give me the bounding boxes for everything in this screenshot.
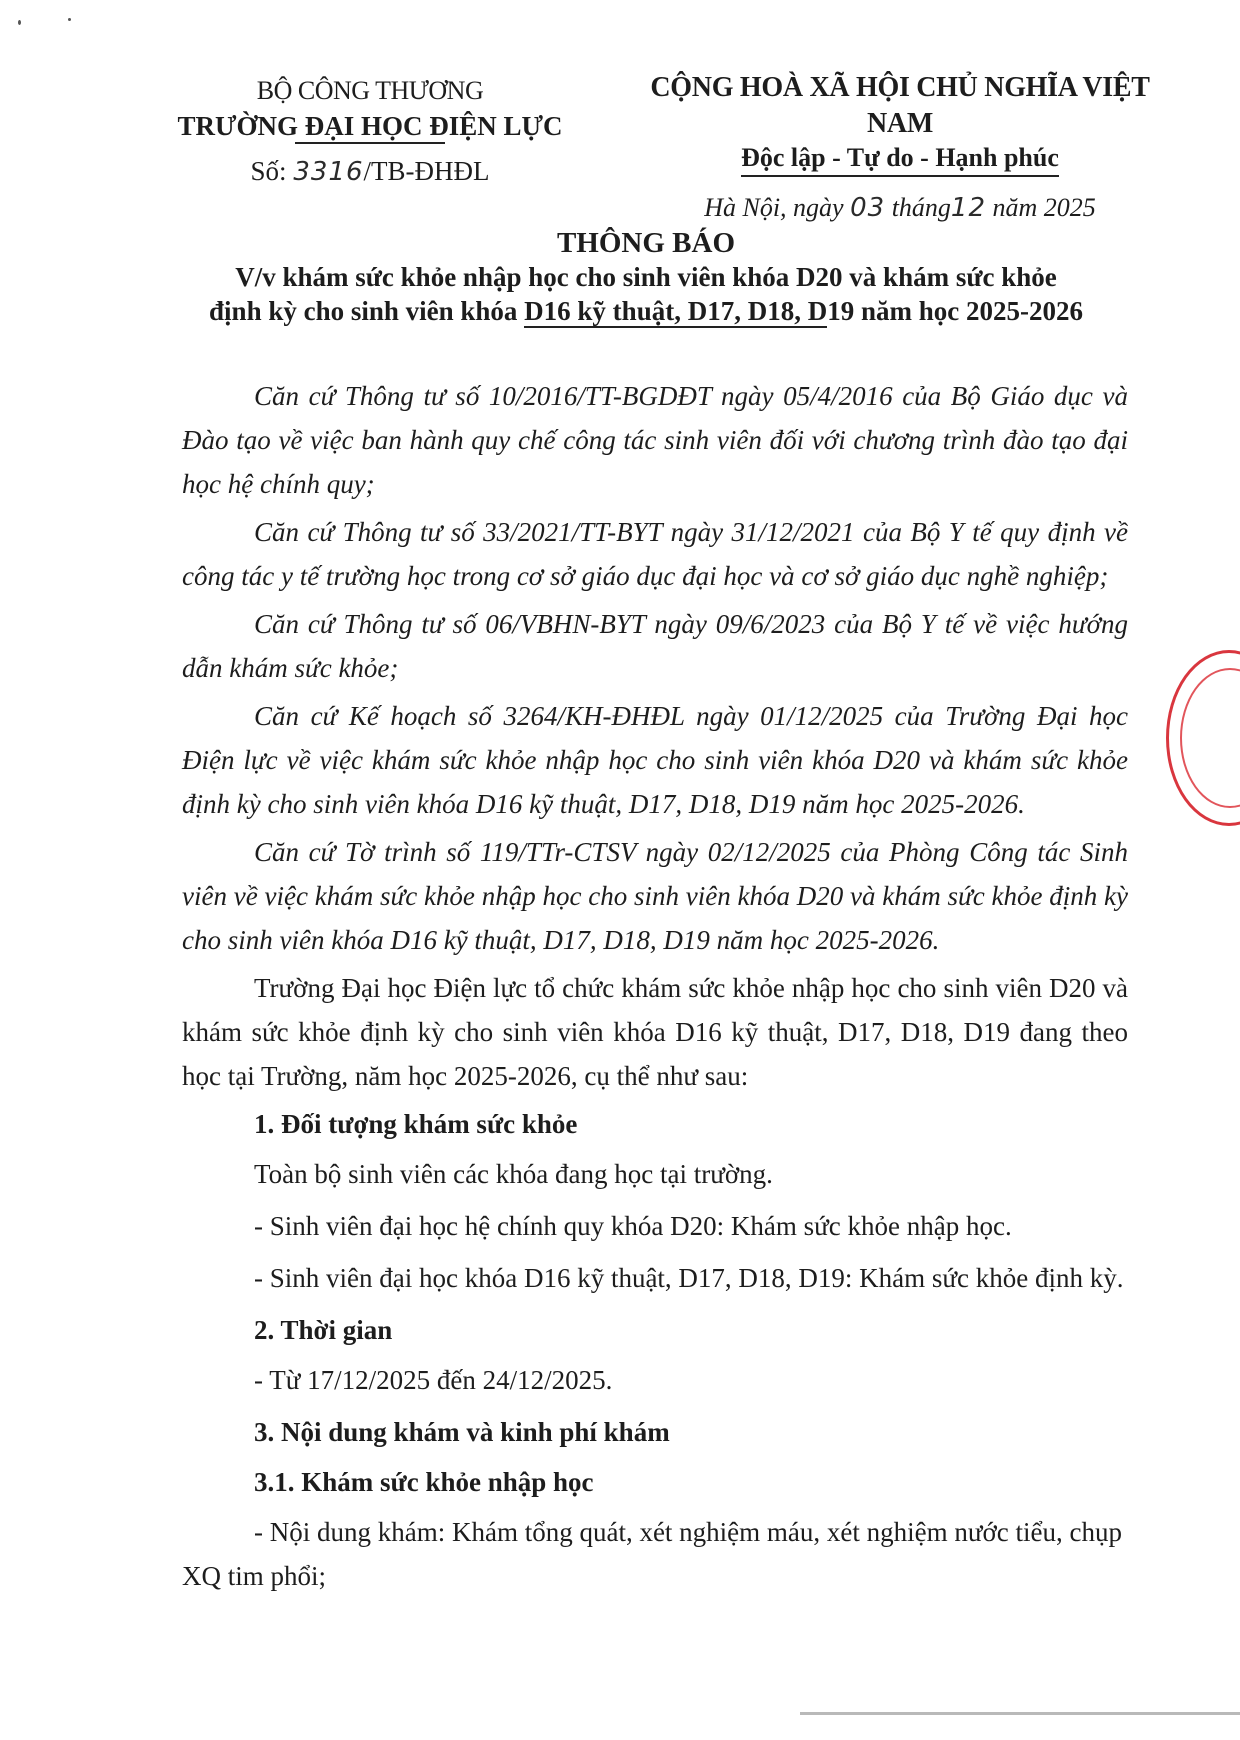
document-title: THÔNG BÁO bbox=[556, 227, 736, 259]
document-subject-line-1: V/v khám sức khỏe nhập học cho sinh viên khóa D20 và khám sức khỏe bbox=[235, 262, 1057, 292]
section-2-heading: 2. Thời gian bbox=[254, 1315, 393, 1345]
date-month-handwritten: 12 bbox=[950, 193, 987, 223]
issuer-block bbox=[160, 74, 580, 189]
document-number bbox=[160, 154, 580, 189]
section-1-heading: 1. Đối tượng khám sức khỏe bbox=[254, 1109, 578, 1139]
date-line bbox=[615, 191, 1185, 225]
legal-basis-2: Căn cứ Thông tư số 33/2021/TT-BYT ngày 31/12/2021 của Bộ Y tế quy định về công tác y tế trường học trong cơ sở giáo dục đại học và cơ sở giáo dục nghề nghiệp; bbox=[182, 517, 1128, 591]
doc-number-handwritten: 3316 bbox=[293, 157, 364, 187]
school-name: TRƯỜNG ĐẠI HỌC ĐIỆN LỰC bbox=[177, 111, 563, 141]
national-header bbox=[615, 70, 1185, 225]
legal-basis-5: Căn cứ Tờ trình số 119/TTr-CTSV ngày 02/12/2025 của Phòng Công tác Sinh viên về việc khám sức khỏe nhập học cho sinh viên khóa D20 và khám sức khỏe định kỳ cho sinh viên khóa D16 kỹ thuật, D17, D18, D19 năm học 2025-2026. bbox=[182, 837, 1128, 955]
section-3-heading: 3. Nội dung khám và kinh phí khám bbox=[254, 1417, 670, 1447]
date-year: năm 2025 bbox=[992, 193, 1096, 222]
document-title-block bbox=[160, 226, 1132, 328]
subject-underlined: D16 kỹ thuật, D17, D18, D bbox=[524, 296, 828, 326]
legal-basis-4: Căn cứ Kế hoạch số 3264/KH-ĐHĐL ngày 01/12/2025 của Trường Đại học Điện lực về việc khám sức khỏe nhập học cho sinh viên khóa D20 và khám sức khỏe định kỳ cho sinh viên khóa D16 kỹ thuật, D17, D18, D19 năm học 2025-2026. bbox=[182, 701, 1128, 819]
document-subject-line-2 bbox=[160, 294, 1132, 328]
section-2-item: - Từ 17/12/2025 đến 24/12/2025. bbox=[254, 1365, 613, 1395]
legal-basis-3: Căn cứ Thông tư số 06/VBHN-BYT ngày 09/6/2023 của Bộ Y tế về việc hướng dẫn khám sức khỏe; bbox=[182, 609, 1128, 683]
scan-artifact-line bbox=[800, 1712, 1240, 1715]
subject-part-b: 19 năm học 2025-2026 bbox=[827, 296, 1083, 326]
date-month-word: tháng bbox=[891, 193, 951, 222]
scan-speck bbox=[18, 20, 21, 25]
section-3-1-item: - Nội dung khám: Khám tổng quát, xét nghiệm máu, xét nghiệm nước tiểu, chụp XQ tim phổi; bbox=[182, 1517, 1122, 1591]
national-motto: Độc lập - Tự do - Hạnh phúc bbox=[741, 142, 1059, 177]
republic-name: CỘNG HOÀ XÃ HỘI CHỦ NGHĨA VIỆT NAM bbox=[650, 72, 1150, 139]
section-1-item-1: - Sinh viên đại học hệ chính quy khóa D20: Khám sức khỏe nhập học. bbox=[254, 1211, 1012, 1241]
document-body bbox=[182, 374, 1128, 1598]
section-1-lead: Toàn bộ sinh viên các khóa đang học tại trường. bbox=[254, 1159, 773, 1189]
legal-basis-1: Căn cứ Thông tư số 10/2016/TT-BGDĐT ngày 05/4/2016 của Bộ Giáo dục và Đào tạo về việc ban hành quy chế công tác sinh viên đối với chương trình đào tạo đại học hệ chính quy; bbox=[182, 381, 1128, 499]
doc-number-prefix: Số: bbox=[250, 156, 287, 186]
scan-speck bbox=[68, 18, 71, 21]
intro-paragraph: Trường Đại học Điện lực tổ chức khám sức khỏe nhập học cho sinh viên D20 và khám sức khỏe định kỳ cho sinh viên khóa D16 kỹ thuật, D17, D18, D19 đang theo học tại Trường, năm học 2025-2026, cụ thể như sau: bbox=[182, 973, 1128, 1091]
section-1-item-2: - Sinh viên đại học khóa D16 kỹ thuật, D17, D18, D19: Khám sức khỏe định kỳ. bbox=[254, 1263, 1124, 1293]
subject-part-a: định kỳ cho sinh viên khóa bbox=[209, 296, 525, 326]
section-3-1-heading: 3.1. Khám sức khỏe nhập học bbox=[254, 1467, 594, 1497]
date-place: Hà Nội, ngày bbox=[704, 193, 844, 222]
date-day-handwritten: 03 bbox=[850, 193, 886, 223]
ministry-name: BỘ CÔNG THƯƠNG bbox=[256, 76, 484, 105]
doc-number-suffix: /TB-ĐHĐL bbox=[363, 156, 490, 186]
